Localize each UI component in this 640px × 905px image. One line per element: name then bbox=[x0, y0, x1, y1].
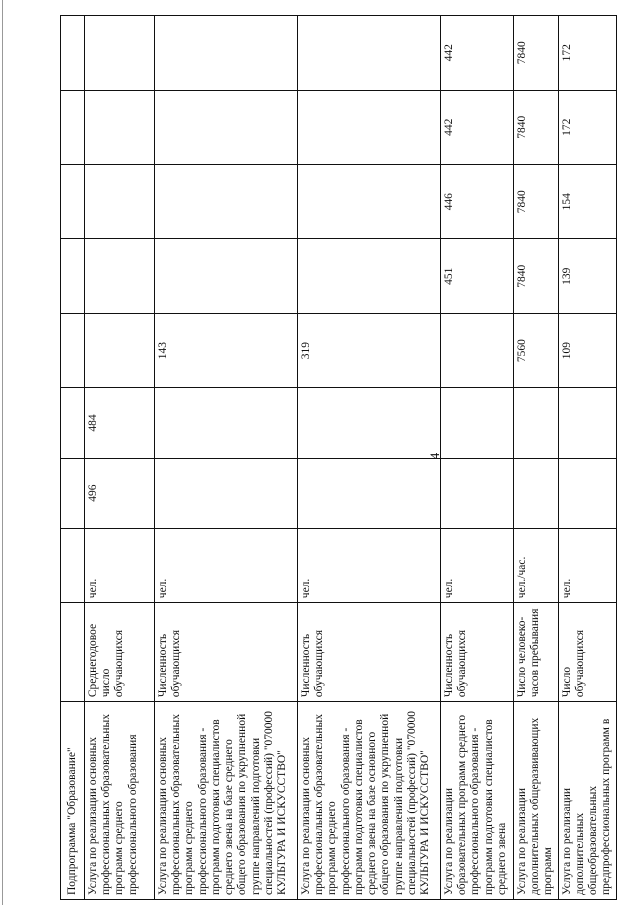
subprogram-header-row bbox=[61, 16, 85, 900]
subprogram-title: Подпрограмма "Образование" bbox=[61, 702, 85, 900]
value-cell: 7560 bbox=[514, 313, 559, 387]
value-cell bbox=[441, 388, 514, 458]
value-cell bbox=[441, 458, 514, 528]
value-cell bbox=[155, 388, 298, 458]
value-cell bbox=[298, 90, 441, 164]
value-cell bbox=[155, 90, 298, 164]
value-cell: 143 bbox=[155, 313, 298, 387]
value-cell bbox=[558, 388, 616, 458]
value-cell: 7840 bbox=[514, 239, 559, 313]
indicators-table bbox=[60, 15, 617, 900]
indicator-cell: Среднегодовое число обучающихся bbox=[85, 603, 155, 702]
header-cell bbox=[61, 165, 85, 239]
value-cell: 154 bbox=[558, 165, 616, 239]
table-row bbox=[155, 16, 298, 900]
unit-cell: чел. bbox=[298, 528, 441, 602]
value-cell: 172 bbox=[558, 16, 616, 91]
unit-cell: чел. bbox=[85, 528, 155, 602]
value-cell bbox=[558, 458, 616, 528]
value-cell bbox=[441, 313, 514, 387]
indicator-cell: Число обучающихся bbox=[558, 603, 616, 702]
value-cell bbox=[298, 388, 441, 458]
scan-edge-line bbox=[2, 0, 3, 905]
value-cell: 172 bbox=[558, 90, 616, 164]
value-cell bbox=[298, 16, 441, 91]
unit-cell: чел./час. bbox=[514, 528, 559, 602]
indicator-cell: Численность обучающихся bbox=[298, 603, 441, 702]
value-cell bbox=[85, 239, 155, 313]
value-cell: 442 bbox=[441, 90, 514, 164]
table-row bbox=[441, 16, 514, 900]
unit-cell: чел. bbox=[558, 528, 616, 602]
value-cell bbox=[155, 239, 298, 313]
service-cell: Услуга по реализации дополнительных общеобразовательных предпрофессиональных программ в bbox=[558, 702, 616, 900]
table-row bbox=[85, 16, 155, 900]
table-row bbox=[514, 16, 559, 900]
service-cell: Услуга по реализации основных профессиональных образовательных программ среднего профессионального образования bbox=[85, 702, 155, 900]
header-cell bbox=[61, 458, 85, 528]
value-cell: 7840 bbox=[514, 90, 559, 164]
unit-cell: чел. bbox=[441, 528, 514, 602]
value-cell: 496 bbox=[85, 458, 155, 528]
value-cell bbox=[298, 239, 441, 313]
value-cell: 7840 bbox=[514, 16, 559, 91]
header-cell bbox=[61, 528, 85, 602]
service-cell: Услуга по реализации дополнительных общеразвивающих программ bbox=[514, 702, 559, 900]
header-cell bbox=[61, 90, 85, 164]
indicator-cell: Численность обучающихся bbox=[441, 603, 514, 702]
value-cell bbox=[155, 458, 298, 528]
value-cell bbox=[298, 165, 441, 239]
page-number: 4 bbox=[427, 452, 442, 460]
table-row bbox=[298, 16, 441, 900]
value-cell: 139 bbox=[558, 239, 616, 313]
value-cell: 442 bbox=[441, 16, 514, 91]
value-cell bbox=[514, 458, 559, 528]
value-cell: 109 bbox=[558, 313, 616, 387]
value-cell bbox=[85, 313, 155, 387]
value-cell bbox=[155, 165, 298, 239]
value-cell: 451 bbox=[441, 239, 514, 313]
value-cell: 319 bbox=[298, 313, 441, 387]
header-cell bbox=[61, 239, 85, 313]
service-cell: Услуга по реализации образовательных программ среднего профессионального образования - программ подготовки специалистов среднего звена bbox=[441, 702, 514, 900]
value-cell bbox=[85, 16, 155, 91]
indicator-cell: Число человеко-часов пребывания bbox=[514, 603, 559, 702]
value-cell bbox=[85, 90, 155, 164]
header-cell bbox=[61, 603, 85, 702]
unit-cell: чел. bbox=[155, 528, 298, 602]
value-cell bbox=[514, 388, 559, 458]
header-cell bbox=[61, 16, 85, 91]
value-cell: 446 bbox=[441, 165, 514, 239]
rotated-table-wrapper bbox=[60, 15, 613, 900]
header-cell bbox=[61, 313, 85, 387]
header-cell bbox=[61, 388, 85, 458]
value-cell bbox=[85, 165, 155, 239]
service-cell: Услуга по реализации основных профессиональных образовательных программ среднего профессионального образования - программ подготовки специалистов среднего звена на базе среднего общего образования по укрупненной группе направлений подготовки специальностей (профессий) "070000 КУЛЬТУРА И ИСКУССТВО" bbox=[155, 702, 298, 900]
service-cell: Услуга по реализации основных профессиональных образовательных программ среднего профессионального образования - программ подготовки специалистов среднего звена на базе основного общего образования по укрупненной группе направлений подготовки специальностей (профессий) "070000 КУЛЬТУРА И ИСКУССТВО" bbox=[298, 702, 441, 900]
value-cell: 484 bbox=[85, 388, 155, 458]
indicator-cell: Численность обучающихся bbox=[155, 603, 298, 702]
value-cell bbox=[298, 458, 441, 528]
value-cell: 7840 bbox=[514, 165, 559, 239]
value-cell bbox=[155, 16, 298, 91]
table-row bbox=[558, 16, 616, 900]
